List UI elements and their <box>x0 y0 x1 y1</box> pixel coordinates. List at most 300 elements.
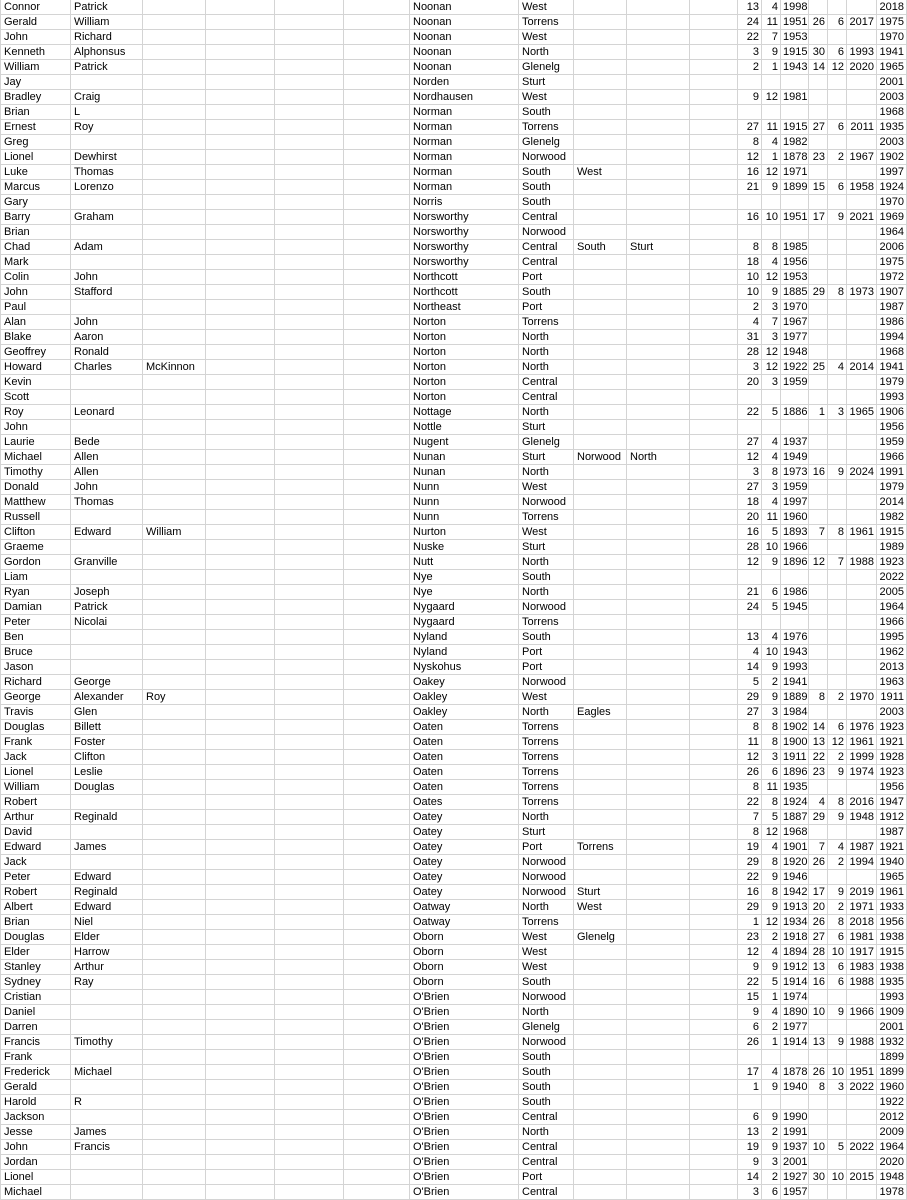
cell[interactable]: 1966 <box>781 540 809 555</box>
cell[interactable] <box>143 420 206 435</box>
cell[interactable] <box>206 420 275 435</box>
cell[interactable]: O'Brien <box>410 1035 519 1050</box>
cell[interactable] <box>809 645 828 660</box>
cell[interactable] <box>344 1185 410 1200</box>
cell[interactable]: Bede <box>71 435 143 450</box>
cell[interactable]: O'Brien <box>410 1065 519 1080</box>
cell[interactable] <box>762 105 781 120</box>
cell[interactable] <box>762 195 781 210</box>
cell[interactable] <box>627 315 690 330</box>
cell[interactable] <box>344 375 410 390</box>
cell[interactable] <box>627 885 690 900</box>
cell[interactable]: George <box>1 690 71 705</box>
cell[interactable]: O'Brien <box>410 1170 519 1185</box>
cell[interactable]: 2 <box>738 300 762 315</box>
cell[interactable]: 1932 <box>877 1035 907 1050</box>
cell[interactable] <box>762 420 781 435</box>
cell[interactable]: 1963 <box>877 675 907 690</box>
cell[interactable] <box>275 570 344 585</box>
cell[interactable] <box>690 555 738 570</box>
cell[interactable] <box>344 795 410 810</box>
cell[interactable]: 3 <box>762 480 781 495</box>
cell[interactable] <box>143 30 206 45</box>
cell[interactable] <box>275 750 344 765</box>
cell[interactable] <box>143 240 206 255</box>
cell[interactable]: Paul <box>1 300 71 315</box>
cell[interactable]: Nyland <box>410 630 519 645</box>
cell[interactable]: O'Brien <box>410 1080 519 1095</box>
cell[interactable]: 1966 <box>877 450 907 465</box>
cell[interactable] <box>690 1185 738 1200</box>
cell[interactable]: 6 <box>828 960 847 975</box>
cell[interactable]: 1943 <box>781 645 809 660</box>
cell[interactable]: 8 <box>762 465 781 480</box>
cell[interactable]: 1956 <box>877 915 907 930</box>
cell[interactable] <box>690 705 738 720</box>
cell[interactable] <box>627 690 690 705</box>
cell[interactable]: 4 <box>762 945 781 960</box>
cell[interactable] <box>71 825 143 840</box>
cell[interactable] <box>828 315 847 330</box>
cell[interactable]: 14 <box>809 60 828 75</box>
cell[interactable] <box>206 1080 275 1095</box>
cell[interactable]: Billett <box>71 720 143 735</box>
cell[interactable] <box>690 165 738 180</box>
cell[interactable] <box>809 1155 828 1170</box>
cell[interactable]: 29 <box>809 810 828 825</box>
cell[interactable]: Travis <box>1 705 71 720</box>
cell[interactable]: 9 <box>828 885 847 900</box>
cell[interactable] <box>574 795 627 810</box>
cell[interactable] <box>847 600 877 615</box>
cell[interactable]: 2018 <box>847 915 877 930</box>
cell[interactable] <box>828 105 847 120</box>
cell[interactable]: 2012 <box>877 1110 907 1125</box>
cell[interactable]: Peter <box>1 870 71 885</box>
cell[interactable] <box>847 780 877 795</box>
cell[interactable] <box>143 540 206 555</box>
cell[interactable] <box>71 990 143 1005</box>
cell[interactable]: 1915 <box>877 525 907 540</box>
cell[interactable]: Norman <box>410 180 519 195</box>
cell[interactable] <box>690 495 738 510</box>
cell[interactable]: North <box>519 360 574 375</box>
cell[interactable]: Glenelg <box>519 60 574 75</box>
cell[interactable]: 1977 <box>781 330 809 345</box>
cell[interactable]: West <box>519 945 574 960</box>
cell[interactable]: Oaten <box>410 765 519 780</box>
cell[interactable] <box>574 210 627 225</box>
cell[interactable] <box>574 720 627 735</box>
cell[interactable] <box>206 1155 275 1170</box>
cell[interactable] <box>574 90 627 105</box>
cell[interactable]: 14 <box>809 720 828 735</box>
cell[interactable]: 26 <box>809 915 828 930</box>
cell[interactable] <box>344 285 410 300</box>
cell[interactable]: Nunn <box>410 510 519 525</box>
cell[interactable]: 1948 <box>847 810 877 825</box>
cell[interactable]: 1997 <box>877 165 907 180</box>
cell[interactable]: L <box>71 105 143 120</box>
cell[interactable]: Edward <box>71 900 143 915</box>
cell[interactable] <box>690 870 738 885</box>
cell[interactable] <box>690 105 738 120</box>
cell[interactable] <box>627 720 690 735</box>
cell[interactable] <box>275 585 344 600</box>
cell[interactable] <box>828 660 847 675</box>
cell[interactable]: Oatey <box>410 885 519 900</box>
cell[interactable]: 1885 <box>781 285 809 300</box>
cell[interactable]: 12 <box>809 555 828 570</box>
cell[interactable] <box>275 390 344 405</box>
cell[interactable] <box>809 75 828 90</box>
cell[interactable]: 1941 <box>877 360 907 375</box>
cell[interactable]: 1970 <box>877 195 907 210</box>
cell[interactable] <box>809 345 828 360</box>
cell[interactable]: North <box>519 810 574 825</box>
cell[interactable]: West <box>519 30 574 45</box>
cell[interactable]: Nugent <box>410 435 519 450</box>
cell[interactable]: 1967 <box>847 150 877 165</box>
cell[interactable]: 8 <box>738 720 762 735</box>
cell[interactable] <box>574 1095 627 1110</box>
cell[interactable]: David <box>1 825 71 840</box>
cell[interactable] <box>627 795 690 810</box>
cell[interactable]: 2022 <box>847 1140 877 1155</box>
cell[interactable]: 12 <box>828 735 847 750</box>
cell[interactable] <box>690 1170 738 1185</box>
cell[interactable]: 1970 <box>781 300 809 315</box>
cell[interactable] <box>275 870 344 885</box>
cell[interactable] <box>690 1110 738 1125</box>
cell[interactable]: 3 <box>738 1185 762 1200</box>
cell[interactable] <box>143 90 206 105</box>
cell[interactable] <box>275 1140 344 1155</box>
cell[interactable] <box>206 450 275 465</box>
cell[interactable] <box>690 570 738 585</box>
cell[interactable] <box>574 810 627 825</box>
cell[interactable]: Oatey <box>410 855 519 870</box>
cell[interactable] <box>828 1095 847 1110</box>
cell[interactable]: 27 <box>809 120 828 135</box>
cell[interactable]: West <box>519 90 574 105</box>
cell[interactable] <box>275 1065 344 1080</box>
cell[interactable]: Norwood <box>519 855 574 870</box>
cell[interactable] <box>574 1035 627 1050</box>
cell[interactable]: North <box>519 705 574 720</box>
cell[interactable]: Jack <box>1 855 71 870</box>
cell[interactable] <box>275 780 344 795</box>
cell[interactable]: James <box>71 1125 143 1140</box>
cell[interactable]: West <box>574 165 627 180</box>
cell[interactable] <box>344 990 410 1005</box>
cell[interactable]: 13 <box>738 1125 762 1140</box>
cell[interactable] <box>143 1125 206 1140</box>
cell[interactable]: Michael <box>1 1185 71 1200</box>
cell[interactable] <box>781 225 809 240</box>
cell[interactable]: Brian <box>1 915 71 930</box>
cell[interactable]: 1896 <box>781 765 809 780</box>
cell[interactable] <box>574 60 627 75</box>
cell[interactable] <box>275 510 344 525</box>
cell[interactable] <box>206 45 275 60</box>
cell[interactable]: 6 <box>828 720 847 735</box>
cell[interactable]: 1984 <box>781 705 809 720</box>
cell[interactable]: Brian <box>1 225 71 240</box>
cell[interactable] <box>275 75 344 90</box>
cell[interactable] <box>344 435 410 450</box>
cell[interactable]: 1960 <box>877 1080 907 1095</box>
cell[interactable]: Jackson <box>1 1110 71 1125</box>
cell[interactable] <box>143 480 206 495</box>
cell[interactable]: 2 <box>762 1125 781 1140</box>
cell[interactable] <box>344 30 410 45</box>
cell[interactable] <box>275 300 344 315</box>
cell[interactable]: Patrick <box>71 60 143 75</box>
cell[interactable]: Norton <box>410 360 519 375</box>
cell[interactable]: 2022 <box>847 1080 877 1095</box>
cell[interactable] <box>206 495 275 510</box>
cell[interactable] <box>71 1110 143 1125</box>
cell[interactable]: Oakley <box>410 705 519 720</box>
cell[interactable]: 1911 <box>781 750 809 765</box>
cell[interactable]: 1951 <box>847 1065 877 1080</box>
cell[interactable]: Darren <box>1 1020 71 1035</box>
cell[interactable] <box>690 210 738 225</box>
cell[interactable]: 1941 <box>877 45 907 60</box>
cell[interactable] <box>809 675 828 690</box>
cell[interactable] <box>574 15 627 30</box>
cell[interactable] <box>206 615 275 630</box>
cell[interactable]: Harrow <box>71 945 143 960</box>
cell[interactable]: 8 <box>762 240 781 255</box>
cell[interactable]: 27 <box>738 705 762 720</box>
cell[interactable] <box>847 1020 877 1035</box>
cell[interactable] <box>690 1020 738 1035</box>
cell[interactable]: 1901 <box>781 840 809 855</box>
cell[interactable] <box>627 135 690 150</box>
cell[interactable]: Jay <box>1 75 71 90</box>
cell[interactable] <box>143 1065 206 1080</box>
cell[interactable]: South <box>519 1050 574 1065</box>
cell[interactable]: 1946 <box>781 870 809 885</box>
cell[interactable] <box>781 615 809 630</box>
cell[interactable]: O'Brien <box>410 1020 519 1035</box>
cell[interactable]: 26 <box>809 15 828 30</box>
cell[interactable]: Nuske <box>410 540 519 555</box>
cell[interactable] <box>206 1140 275 1155</box>
cell[interactable] <box>847 165 877 180</box>
cell[interactable] <box>690 885 738 900</box>
cell[interactable] <box>828 75 847 90</box>
cell[interactable]: South <box>574 240 627 255</box>
cell[interactable] <box>690 1050 738 1065</box>
cell[interactable] <box>71 300 143 315</box>
cell[interactable] <box>143 1140 206 1155</box>
cell[interactable] <box>627 390 690 405</box>
cell[interactable] <box>206 855 275 870</box>
cell[interactable]: John <box>71 270 143 285</box>
cell[interactable] <box>627 855 690 870</box>
cell[interactable] <box>627 1110 690 1125</box>
cell[interactable] <box>143 150 206 165</box>
cell[interactable]: 22 <box>738 795 762 810</box>
cell[interactable] <box>143 840 206 855</box>
cell[interactable]: 1959 <box>781 480 809 495</box>
cell[interactable] <box>690 450 738 465</box>
cell[interactable] <box>275 765 344 780</box>
cell[interactable] <box>143 555 206 570</box>
cell[interactable] <box>344 600 410 615</box>
cell[interactable] <box>206 285 275 300</box>
cell[interactable] <box>206 1050 275 1065</box>
cell[interactable]: Frank <box>1 735 71 750</box>
cell[interactable]: 1935 <box>877 975 907 990</box>
cell[interactable] <box>847 1185 877 1200</box>
cell[interactable] <box>275 495 344 510</box>
cell[interactable]: 6 <box>828 15 847 30</box>
cell[interactable]: Graham <box>71 210 143 225</box>
cell[interactable] <box>143 720 206 735</box>
cell[interactable] <box>275 810 344 825</box>
cell[interactable]: 9 <box>762 45 781 60</box>
cell[interactable] <box>690 345 738 360</box>
cell[interactable]: 4 <box>738 315 762 330</box>
cell[interactable]: 1999 <box>847 750 877 765</box>
cell[interactable]: Colin <box>1 270 71 285</box>
cell[interactable] <box>690 780 738 795</box>
cell[interactable] <box>847 660 877 675</box>
cell[interactable] <box>71 855 143 870</box>
cell[interactable] <box>847 330 877 345</box>
cell[interactable] <box>143 645 206 660</box>
cell[interactable]: Ray <box>71 975 143 990</box>
cell[interactable]: 1937 <box>781 435 809 450</box>
cell[interactable] <box>627 585 690 600</box>
cell[interactable]: West <box>519 960 574 975</box>
cell[interactable] <box>828 270 847 285</box>
cell[interactable]: 24 <box>738 600 762 615</box>
cell[interactable]: O'Brien <box>410 1050 519 1065</box>
cell[interactable]: Edward <box>1 840 71 855</box>
cell[interactable] <box>143 390 206 405</box>
cell[interactable] <box>574 75 627 90</box>
cell[interactable] <box>828 90 847 105</box>
cell[interactable]: Sturt <box>519 825 574 840</box>
cell[interactable] <box>828 390 847 405</box>
cell[interactable]: Roy <box>1 405 71 420</box>
cell[interactable]: 7 <box>738 810 762 825</box>
cell[interactable]: Central <box>519 210 574 225</box>
cell[interactable]: Brian <box>1 105 71 120</box>
cell[interactable]: 1940 <box>877 855 907 870</box>
cell[interactable]: 1918 <box>781 930 809 945</box>
cell[interactable] <box>809 660 828 675</box>
cell[interactable]: 1951 <box>781 15 809 30</box>
cell[interactable]: Norwood <box>519 990 574 1005</box>
cell[interactable] <box>809 390 828 405</box>
cell[interactable]: 13 <box>809 735 828 750</box>
cell[interactable]: Norwood <box>519 1035 574 1050</box>
cell[interactable]: Timothy <box>1 465 71 480</box>
cell[interactable]: 9 <box>762 555 781 570</box>
cell[interactable] <box>275 270 344 285</box>
cell[interactable] <box>206 195 275 210</box>
cell[interactable] <box>206 30 275 45</box>
cell[interactable]: 2018 <box>877 0 907 15</box>
cell[interactable] <box>690 840 738 855</box>
cell[interactable] <box>627 405 690 420</box>
cell[interactable] <box>275 120 344 135</box>
cell[interactable]: Sturt <box>627 240 690 255</box>
cell[interactable] <box>828 1110 847 1125</box>
cell[interactable] <box>143 1035 206 1050</box>
cell[interactable] <box>275 465 344 480</box>
cell[interactable] <box>690 1080 738 1095</box>
cell[interactable] <box>828 195 847 210</box>
cell[interactable]: 9 <box>828 1005 847 1020</box>
cell[interactable] <box>847 675 877 690</box>
cell[interactable] <box>762 1095 781 1110</box>
cell[interactable] <box>627 1050 690 1065</box>
cell[interactable] <box>690 375 738 390</box>
cell[interactable]: 4 <box>762 0 781 15</box>
cell[interactable]: 7 <box>809 525 828 540</box>
cell[interactable] <box>206 510 275 525</box>
cell[interactable]: 4 <box>762 255 781 270</box>
cell[interactable]: 1914 <box>781 1035 809 1050</box>
cell[interactable] <box>344 645 410 660</box>
cell[interactable]: 1911 <box>877 690 907 705</box>
cell[interactable] <box>828 570 847 585</box>
cell[interactable]: 4 <box>738 645 762 660</box>
cell[interactable]: Northeast <box>410 300 519 315</box>
cell[interactable] <box>143 255 206 270</box>
cell[interactable] <box>574 585 627 600</box>
cell[interactable] <box>690 150 738 165</box>
cell[interactable] <box>809 990 828 1005</box>
cell[interactable] <box>690 435 738 450</box>
cell[interactable]: 3 <box>738 45 762 60</box>
cell[interactable] <box>71 135 143 150</box>
cell[interactable] <box>847 375 877 390</box>
cell[interactable] <box>847 1155 877 1170</box>
cell[interactable]: 1991 <box>877 465 907 480</box>
cell[interactable] <box>275 225 344 240</box>
cell[interactable] <box>690 615 738 630</box>
cell[interactable] <box>847 870 877 885</box>
cell[interactable] <box>828 630 847 645</box>
cell[interactable]: Thomas <box>71 495 143 510</box>
cell[interactable]: Norwood <box>519 225 574 240</box>
cell[interactable]: 1971 <box>781 165 809 180</box>
cell[interactable]: Norwood <box>574 450 627 465</box>
cell[interactable] <box>344 480 410 495</box>
cell[interactable] <box>143 990 206 1005</box>
cell[interactable]: William <box>1 60 71 75</box>
cell[interactable]: 1907 <box>877 285 907 300</box>
cell[interactable] <box>143 105 206 120</box>
cell[interactable]: Oatey <box>410 840 519 855</box>
cell[interactable]: North <box>519 45 574 60</box>
cell[interactable] <box>847 705 877 720</box>
cell[interactable]: North <box>519 1125 574 1140</box>
cell[interactable] <box>690 120 738 135</box>
cell[interactable]: 13 <box>809 1035 828 1050</box>
cell[interactable]: Central <box>519 1110 574 1125</box>
cell[interactable] <box>809 270 828 285</box>
cell[interactable]: Glenelg <box>574 930 627 945</box>
